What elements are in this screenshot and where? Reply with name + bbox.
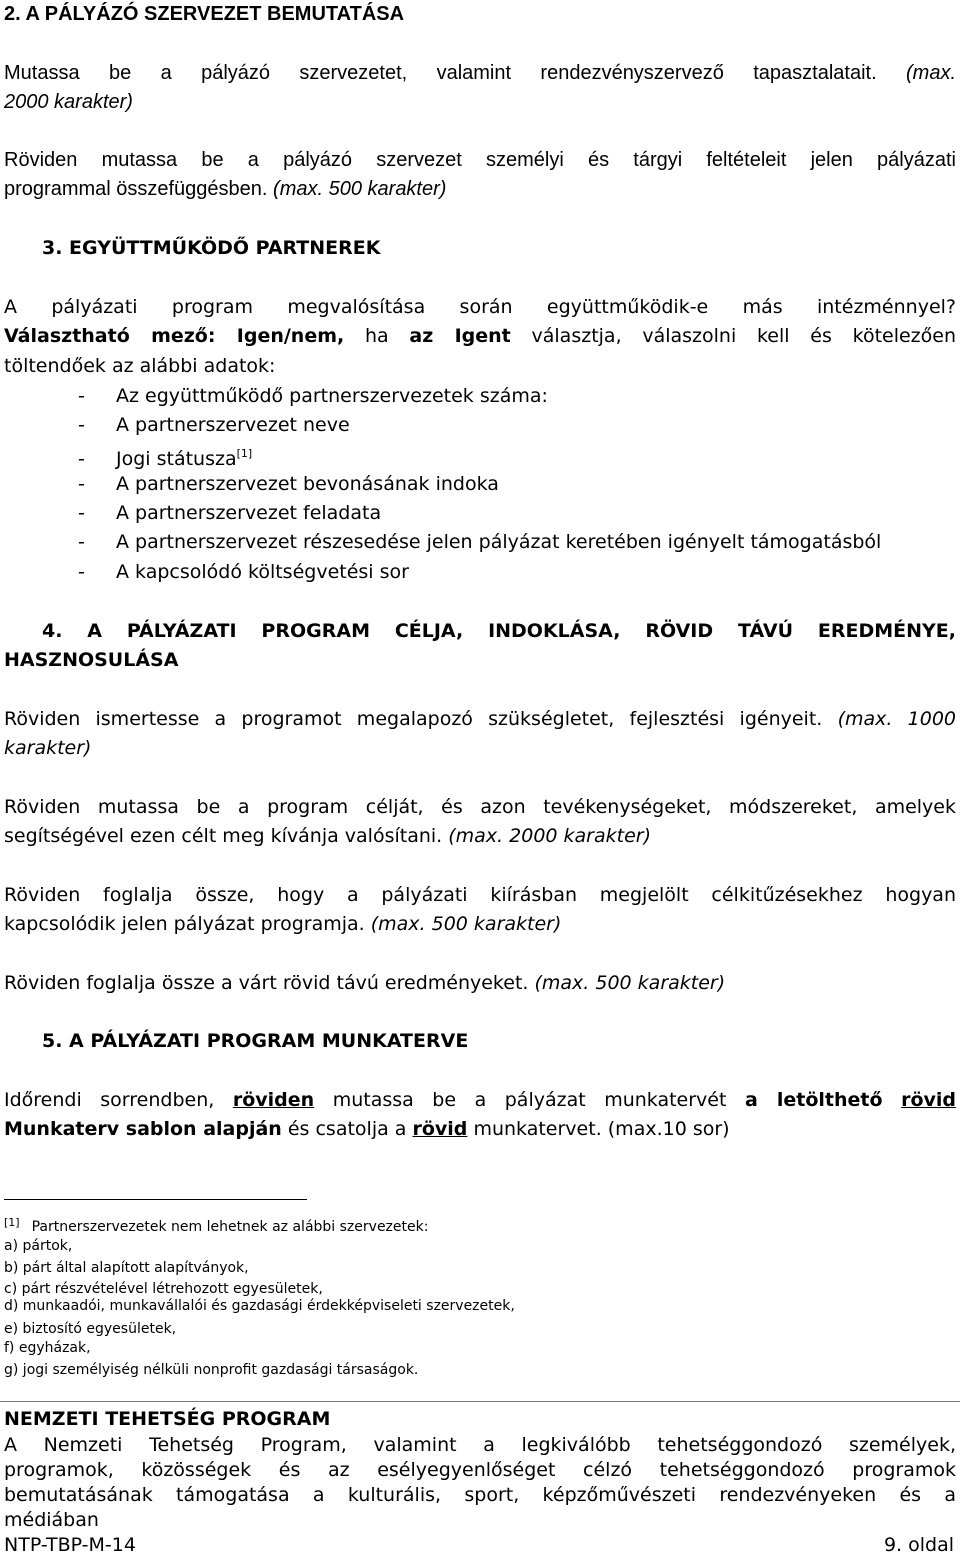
section-4-paragraph-4: Röviden foglalja össze a várt rövid távú eredményeket. (max. 500 karakter) — [4, 972, 726, 994]
partner-list-item: - A partnerszervezet neve — [78, 414, 350, 436]
partner-list-item: - A partnerszervezet részesedése jelen pályázat keretében igényelt támogatásból — [78, 531, 882, 553]
footnote-separator — [4, 1199, 307, 1200]
partner-list-item: - Jogi státusza[1] — [78, 447, 253, 470]
footer-page-number: 9. oldal — [883, 1534, 954, 1556]
ntp-line: A Nemzeti Tehetség Program, valamint a legkiválóbb tehetséggondozó személyek, — [4, 1434, 956, 1456]
ntp-line: médiában — [4, 1509, 99, 1531]
section-4-paragraph-2-line-1: Röviden mutassa be a program célját, és azon tevékenységeket, módszereket, amelyek — [4, 796, 956, 818]
section-3-line-3: töltendőek az alábbi adatok: — [4, 355, 276, 377]
section-5-heading: 5. A PÁLYÁZATI PROGRAM MUNKATERVE — [42, 1030, 469, 1052]
section-2-paragraph-1-line-1: Mutassa be a pályázó szervezetet, valamint rendezvényszervező tapasztalatait. (max. — [4, 62, 956, 84]
footnote-item: g) jogi személyiség nélküli nonprofit gazdasági társaságok. — [4, 1362, 419, 1378]
page-separator — [0, 1401, 960, 1402]
partner-list-item: - A kapcsolódó költségvetési sor — [78, 561, 409, 583]
footnote-item: d) munkaadói, munkavállalói és gazdasági érdekképviseleti szervezetek, — [4, 1298, 515, 1314]
section-2-paragraph-2-line-2: programmal összefüggésben. (max. 500 karakter) — [4, 178, 447, 200]
section-4-paragraph-2-line-2: segítségével ezen célt meg kívánja valósítani. (max. 2000 karakter) — [4, 825, 651, 847]
section-3-question: A pályázati program megvalósítása során együttműködik-e más intézménnyel? — [4, 296, 956, 318]
section-5-line-1: Időrendi sorrendben, röviden mutassa be a pályázat munkatervét a letölthető rövid — [4, 1089, 957, 1111]
section-3-line-2: Választható mező: Igen/nem, ha az Igent választja, válaszolni kell és kötelezően — [4, 325, 957, 347]
partner-list-item: - A partnerszervezet feladata — [78, 502, 382, 524]
section-2-heading: 2. A PÁLYÁZÓ SZERVEZET BEMUTATÁSA — [4, 3, 405, 25]
section-4-paragraph-3-line-1: Röviden foglalja össze, hogy a pályázati kiírásban megjelölt célkitűzésekhez hogyan — [4, 884, 956, 906]
ntp-line: programok, közösségek és az esélyegyenlőséget célzó tehetséggondozó programok — [4, 1459, 956, 1481]
footnote-item: e) biztosító egyesületek, — [4, 1321, 177, 1337]
footnote-reference: [1] — [236, 447, 253, 460]
section-3-heading: 3. EGYÜTTMŰKÖDŐ PARTNEREK — [42, 237, 381, 259]
footnote-item: a) pártok, — [4, 1238, 73, 1254]
section-2-paragraph-1-line-2: 2000 karakter) — [4, 91, 133, 113]
section-2-paragraph-2-line-1: Röviden mutassa be a pályázó szervezet személyi és tárgyi feltételeit jelen pályázati — [4, 149, 956, 171]
footnote-item: c) párt részvételével létrehozott egyesületek, — [4, 1281, 323, 1297]
footer-document-code: NTP-TBP-M-14 — [4, 1534, 136, 1556]
section-4-heading-line-2: HASZNOSULÁSA — [4, 649, 179, 671]
section-4-paragraph-3-line-2: kapcsolódik jelen pályázat programja. (max. 500 karakter) — [4, 913, 562, 935]
partner-list-item: - A partnerszervezet bevonásának indoka — [78, 473, 499, 495]
section-4-heading-line-1: 4. A PÁLYÁZATI PROGRAM CÉLJA, INDOKLÁSA, RÖVID TÁVÚ EREDMÉNYE, — [42, 620, 956, 642]
section-4-paragraph-1-line-2: karakter) — [4, 737, 92, 759]
section-4-paragraph-1-line-1: Röviden ismertesse a programot megalapozó szükségletet, fejlesztési igényeit. (max. 1000 — [4, 708, 957, 730]
footnote-item: b) párt által alapított alapítványok, — [4, 1260, 249, 1276]
section-5-line-2: Munkaterv sablon alapján és csatolja a rövid munkatervet. (max.10 sor) — [4, 1118, 730, 1140]
footnote-intro: [1] Partnerszervezetek nem lehetnek az alábbi szervezetek: — [4, 1216, 429, 1235]
footnote-item: f) egyházak, — [4, 1340, 91, 1356]
partner-list-item: - Az együttműködő partnerszervezetek száma: — [78, 385, 548, 407]
ntp-heading: NEMZETI TEHETSÉG PROGRAM — [4, 1408, 331, 1430]
ntp-line: bemutatásának támogatása a kulturális, sport, képzőművészeti rendezvényeken és a — [4, 1484, 956, 1506]
